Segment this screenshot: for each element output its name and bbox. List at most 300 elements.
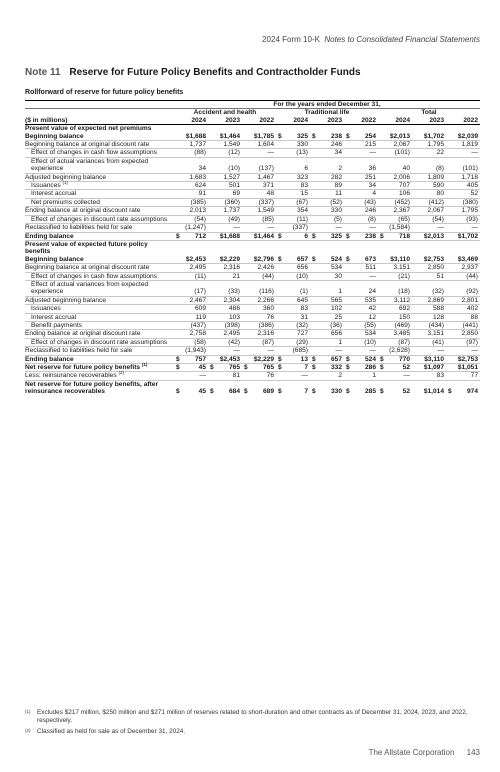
value-cell xyxy=(276,133,310,141)
value-cell xyxy=(344,182,378,190)
value-cell xyxy=(378,182,412,190)
row-label-text: Reclassified to liabilities held for sale xyxy=(25,347,133,355)
value-text: 590 xyxy=(432,182,444,190)
value-cell xyxy=(378,264,412,272)
row-label xyxy=(25,305,174,313)
value-text: (54) xyxy=(432,215,444,223)
value-cell xyxy=(276,355,310,363)
dollar-sign: $ xyxy=(176,364,180,371)
value-cell xyxy=(276,207,310,215)
value-text: 7 xyxy=(304,388,308,396)
value-cell xyxy=(446,256,480,264)
value-text: 2,304 xyxy=(223,296,240,304)
value-cell xyxy=(310,198,344,206)
value-text: (67) xyxy=(296,198,308,206)
value-text: — xyxy=(301,372,308,380)
value-text: 31 xyxy=(300,313,308,321)
value-cell xyxy=(242,355,276,363)
dollar-sign: $ xyxy=(312,355,316,363)
dollar-sign: $ xyxy=(278,232,282,240)
value-text: 534 xyxy=(364,330,376,338)
value-text: 25 xyxy=(334,313,342,321)
value-text: 52 xyxy=(402,388,410,396)
value-text: 1,718 xyxy=(461,173,479,181)
value-cell xyxy=(310,338,344,346)
value-cell xyxy=(378,364,412,372)
value-cell xyxy=(208,232,242,240)
footnote-mark: (2) xyxy=(25,728,31,733)
value-text: 11 xyxy=(335,190,342,198)
value-text: 325 xyxy=(296,132,308,140)
value-text: 2,067 xyxy=(427,207,444,215)
empty-cell xyxy=(174,125,208,133)
value-cell xyxy=(242,149,276,157)
value-cell xyxy=(276,305,310,313)
value-cell xyxy=(446,133,480,141)
value-cell xyxy=(174,355,208,363)
value-cell xyxy=(310,182,344,190)
value-cell xyxy=(276,141,310,149)
value-text: 624 xyxy=(194,182,206,190)
value-cell xyxy=(412,330,446,338)
value-cell xyxy=(446,330,480,338)
value-text: 2 xyxy=(338,372,342,380)
year-header: 2022 xyxy=(344,117,378,125)
value-text: (41) xyxy=(432,338,444,346)
value-cell xyxy=(174,330,208,338)
dollar-sign: $ xyxy=(278,388,282,396)
value-text: 609 xyxy=(194,305,206,313)
value-cell xyxy=(344,173,378,181)
dollar-sign: $ xyxy=(312,364,316,371)
row-label xyxy=(25,232,174,240)
dollar-sign: $ xyxy=(176,232,180,240)
value-cell xyxy=(412,347,446,355)
value-cell xyxy=(446,347,480,355)
value-cell xyxy=(412,264,446,272)
value-cell xyxy=(174,380,208,395)
value-text: 1,795 xyxy=(427,141,444,149)
dollar-sign: $ xyxy=(312,388,316,396)
table-row xyxy=(25,157,480,173)
value-text: 673 xyxy=(364,255,376,263)
dollar-sign: $ xyxy=(346,132,350,140)
value-cell xyxy=(412,149,446,157)
empty-cell xyxy=(208,125,242,133)
value-cell xyxy=(412,321,446,329)
value-text: $1,688 xyxy=(219,232,240,240)
dollar-sign: $ xyxy=(380,232,384,240)
value-cell xyxy=(378,149,412,157)
value-text: (58) xyxy=(194,338,206,346)
value-text: 712 xyxy=(194,232,206,240)
table-row xyxy=(25,338,480,346)
value-cell xyxy=(208,364,242,372)
value-cell xyxy=(378,256,412,264)
row-label xyxy=(25,272,174,280)
value-cell xyxy=(242,215,276,223)
table-row xyxy=(25,224,480,232)
value-text: $3,469 xyxy=(457,255,479,263)
value-cell xyxy=(310,224,344,232)
footnote-ref: (1) xyxy=(62,179,69,185)
value-cell xyxy=(446,207,480,215)
company-name: The Allstate Corporation xyxy=(368,748,455,757)
table-row xyxy=(25,313,480,321)
value-cell xyxy=(378,190,412,198)
value-text: (386) xyxy=(258,321,274,329)
value-cell xyxy=(208,157,242,173)
empty-cell xyxy=(446,240,480,255)
value-cell xyxy=(208,355,242,363)
value-text: 332 xyxy=(330,364,342,371)
value-text: $1,688 xyxy=(185,132,206,140)
value-text: (11) xyxy=(296,215,308,223)
value-cell xyxy=(344,207,378,215)
value-text: $1,785 xyxy=(253,132,274,140)
value-cell xyxy=(446,149,480,157)
value-cell xyxy=(412,380,446,395)
value-cell xyxy=(208,338,242,346)
value-cell xyxy=(242,280,276,296)
table-row xyxy=(25,330,480,338)
value-cell xyxy=(446,190,480,198)
row-label xyxy=(25,347,174,355)
value-text: 1,737 xyxy=(189,141,206,149)
value-text: 330 xyxy=(330,388,342,396)
period-header-row xyxy=(25,101,480,109)
value-cell xyxy=(446,355,480,363)
value-cell xyxy=(276,198,310,206)
dollar-sign: $ xyxy=(176,355,180,363)
table-row xyxy=(25,296,480,304)
row-label xyxy=(25,215,174,223)
dollar-sign: $ xyxy=(312,132,316,140)
value-cell xyxy=(344,372,378,380)
value-cell xyxy=(242,380,276,395)
table-row xyxy=(25,280,480,296)
value-text: (44) xyxy=(262,272,274,280)
year-header: 2023 xyxy=(310,117,344,125)
value-text: 2,316 xyxy=(223,264,240,272)
value-cell xyxy=(344,149,378,157)
year-header-row xyxy=(25,117,480,125)
value-text: (13) xyxy=(296,149,308,157)
value-cell xyxy=(276,190,310,198)
empty-cell xyxy=(276,240,310,255)
value-text: (1) xyxy=(299,288,308,296)
data-table xyxy=(25,101,480,396)
value-text: (49) xyxy=(228,215,240,223)
value-text: 656 xyxy=(296,264,308,272)
row-label-text: Ending balance xyxy=(25,355,74,363)
value-text: 4 xyxy=(372,190,376,198)
value-text: 524 xyxy=(364,355,376,363)
dollar-sign: $ xyxy=(346,355,350,363)
row-label-text: Effect of changes in discount rate assumptions xyxy=(31,338,168,346)
value-cell xyxy=(412,355,446,363)
value-cell xyxy=(276,347,310,355)
value-text: (452) xyxy=(394,198,410,206)
value-text: 246 xyxy=(330,141,342,149)
value-cell xyxy=(446,280,480,296)
table-row xyxy=(25,380,480,395)
value-cell xyxy=(310,157,344,173)
value-text: 150 xyxy=(398,313,410,321)
value-text: — xyxy=(369,149,376,157)
value-text: 501 xyxy=(228,182,240,190)
value-cell xyxy=(378,355,412,363)
value-text: (12) xyxy=(228,149,240,157)
value-cell xyxy=(208,313,242,321)
value-text: 91 xyxy=(198,190,206,198)
value-cell xyxy=(242,207,276,215)
value-text: 1,809 xyxy=(427,173,444,181)
value-text: 323 xyxy=(296,173,308,181)
value-cell xyxy=(276,330,310,338)
row-label xyxy=(25,313,174,321)
value-text: 24 xyxy=(368,288,376,296)
value-cell xyxy=(310,364,344,372)
value-text: 2,067 xyxy=(393,141,410,149)
value-text: 286 xyxy=(364,364,376,371)
row-label xyxy=(25,157,174,173)
empty-cell xyxy=(378,125,412,133)
value-text: 689 xyxy=(262,388,274,396)
value-text: 588 xyxy=(432,305,444,313)
value-cell xyxy=(344,141,378,149)
value-cell xyxy=(344,364,378,372)
value-text: (93) xyxy=(466,215,479,223)
table-row xyxy=(25,305,480,313)
value-text: 51 xyxy=(436,272,444,280)
value-text: 2,869 xyxy=(427,296,444,304)
value-text: — xyxy=(335,224,342,232)
value-text: 765 xyxy=(228,364,240,371)
value-text: $2,013 xyxy=(389,132,410,140)
value-text: (380) xyxy=(462,198,479,206)
dollar-sign: $ xyxy=(176,388,180,396)
row-label-text: Effect of actual variances from expected experience xyxy=(31,157,149,173)
value-text: 2,006 xyxy=(393,173,410,181)
row-label xyxy=(25,141,174,149)
value-cell xyxy=(174,157,208,173)
table-row xyxy=(25,198,480,206)
row-label xyxy=(25,198,174,206)
value-cell xyxy=(344,272,378,280)
value-text: 1,549 xyxy=(257,207,274,215)
value-cell xyxy=(208,305,242,313)
empty-cell xyxy=(378,240,412,255)
value-text: 1,527 xyxy=(223,173,240,181)
row-label-text: Adjusted beginning balance xyxy=(25,173,107,181)
value-text: 2,367 xyxy=(393,207,410,215)
value-text: 22 xyxy=(436,149,444,157)
row-label-text: Effect of changes in cash flow assumptions xyxy=(31,149,157,157)
footnote-ref: (2) xyxy=(118,370,124,376)
empty-cell xyxy=(276,125,310,133)
value-cell xyxy=(310,264,344,272)
value-text: (92) xyxy=(466,288,479,296)
value-text: 534 xyxy=(330,264,342,272)
value-text: (18) xyxy=(398,288,410,296)
dollar-sign: $ xyxy=(278,364,282,371)
value-text: 371 xyxy=(262,182,274,190)
value-cell xyxy=(344,380,378,395)
value-cell xyxy=(310,372,344,380)
value-text: $1,464 xyxy=(219,132,240,140)
value-text: 48 xyxy=(266,190,274,198)
value-cell xyxy=(174,215,208,223)
value-text: (385) xyxy=(190,198,206,206)
table-row xyxy=(25,372,480,380)
table-row xyxy=(25,190,480,198)
value-text: — xyxy=(403,372,410,380)
value-cell xyxy=(208,182,242,190)
dollar-sign: $ xyxy=(312,232,316,240)
value-text: $2,229 xyxy=(253,355,274,363)
value-text: 2,013 xyxy=(189,207,206,215)
value-cell xyxy=(276,321,310,329)
value-cell xyxy=(276,264,310,272)
table-row xyxy=(25,256,480,264)
page-header xyxy=(262,35,480,44)
value-cell xyxy=(310,215,344,223)
value-text: 3,151 xyxy=(393,264,410,272)
value-cell xyxy=(412,313,446,321)
value-text: — xyxy=(267,149,274,157)
value-text: 15 xyxy=(300,190,308,198)
value-cell xyxy=(378,173,412,181)
value-text: 282 xyxy=(330,173,342,181)
value-text: (55) xyxy=(364,321,376,329)
value-text: $1,051 xyxy=(457,364,479,371)
value-cell xyxy=(174,133,208,141)
value-text: (101) xyxy=(394,149,410,157)
table-row xyxy=(25,264,480,272)
value-text: 6 xyxy=(304,232,308,240)
empty-cell xyxy=(344,240,378,255)
value-text: 76 xyxy=(266,313,274,321)
value-text: (685) xyxy=(292,347,308,355)
value-text: (8) xyxy=(367,215,376,223)
value-text: 106 xyxy=(398,190,410,198)
value-cell xyxy=(310,305,344,313)
section-title: Present value of expected future policy benefits xyxy=(25,240,148,256)
value-cell xyxy=(174,364,208,372)
value-cell xyxy=(174,182,208,190)
value-cell xyxy=(446,198,480,206)
footnote-text: Classified as held for sale as of December 31, 2024. xyxy=(37,728,186,735)
value-text: 360 xyxy=(262,305,274,313)
dollar-sign: $ xyxy=(346,255,350,263)
value-cell xyxy=(208,173,242,181)
header-title: Notes to Consolidated Financial Statements xyxy=(324,35,480,44)
value-text: 88 xyxy=(470,313,479,321)
value-cell xyxy=(378,380,412,395)
value-text: 2,801 xyxy=(461,296,479,304)
value-text: 103 xyxy=(228,313,240,321)
value-cell xyxy=(378,232,412,240)
value-cell xyxy=(242,190,276,198)
row-label-text: Beginning balance xyxy=(25,255,84,263)
value-cell xyxy=(412,133,446,141)
value-cell xyxy=(242,264,276,272)
group-header-traditional-life: Traditional life xyxy=(304,109,350,117)
value-text: 83 xyxy=(436,372,444,380)
value-cell xyxy=(208,190,242,198)
value-text: (137) xyxy=(258,165,274,173)
value-cell xyxy=(446,321,480,329)
table-row xyxy=(25,232,480,240)
value-text: — xyxy=(335,347,342,355)
value-text: $2,039 xyxy=(457,132,479,140)
table-row xyxy=(25,347,480,355)
value-cell xyxy=(446,157,480,173)
value-cell xyxy=(378,313,412,321)
footnotes xyxy=(25,709,480,739)
value-cell xyxy=(276,157,310,173)
value-text: 402 xyxy=(467,305,479,313)
value-cell xyxy=(412,173,446,181)
rollforward-table xyxy=(25,89,480,396)
value-text: $2,013 xyxy=(423,232,444,240)
value-text: 524 xyxy=(330,255,342,263)
value-cell xyxy=(344,215,378,223)
value-cell xyxy=(344,321,378,329)
year-header: 2024 xyxy=(378,117,412,125)
value-text: 325 xyxy=(330,232,342,240)
value-text: — xyxy=(369,272,376,280)
value-text: (10) xyxy=(364,338,376,346)
value-text: $1,464 xyxy=(253,232,274,240)
value-text: 486 xyxy=(228,305,240,313)
value-text: 1,467 xyxy=(257,173,274,181)
empty-cell xyxy=(310,240,344,255)
value-text: 12 xyxy=(368,313,376,321)
value-text: (88) xyxy=(194,149,206,157)
year-header: 2023 xyxy=(412,117,446,125)
value-cell xyxy=(174,372,208,380)
value-cell xyxy=(344,198,378,206)
value-text: (337) xyxy=(258,198,274,206)
value-text: 1 xyxy=(338,338,342,346)
section-title-row xyxy=(25,240,480,255)
value-text: 1,604 xyxy=(257,141,274,149)
row-label xyxy=(25,224,174,232)
row-label-text: Less: reinsurance recoverables xyxy=(25,372,117,380)
year-header: 2024 xyxy=(276,117,310,125)
value-text: (17) xyxy=(194,288,206,296)
value-text: 34 xyxy=(198,165,206,173)
value-text: 1,683 xyxy=(189,173,206,181)
group-header-accident-health: Accident and health xyxy=(193,109,257,117)
value-text: (44) xyxy=(466,272,479,280)
value-cell xyxy=(344,256,378,264)
value-cell xyxy=(174,198,208,206)
year-header: 2023 xyxy=(208,117,242,125)
value-cell xyxy=(344,157,378,173)
value-text: 1,737 xyxy=(223,207,240,215)
value-cell xyxy=(276,272,310,280)
row-label xyxy=(25,296,174,304)
value-text: (85) xyxy=(262,215,274,223)
value-cell xyxy=(310,347,344,355)
value-cell xyxy=(446,272,480,280)
value-cell xyxy=(208,224,242,232)
value-cell xyxy=(242,232,276,240)
value-cell xyxy=(412,182,446,190)
